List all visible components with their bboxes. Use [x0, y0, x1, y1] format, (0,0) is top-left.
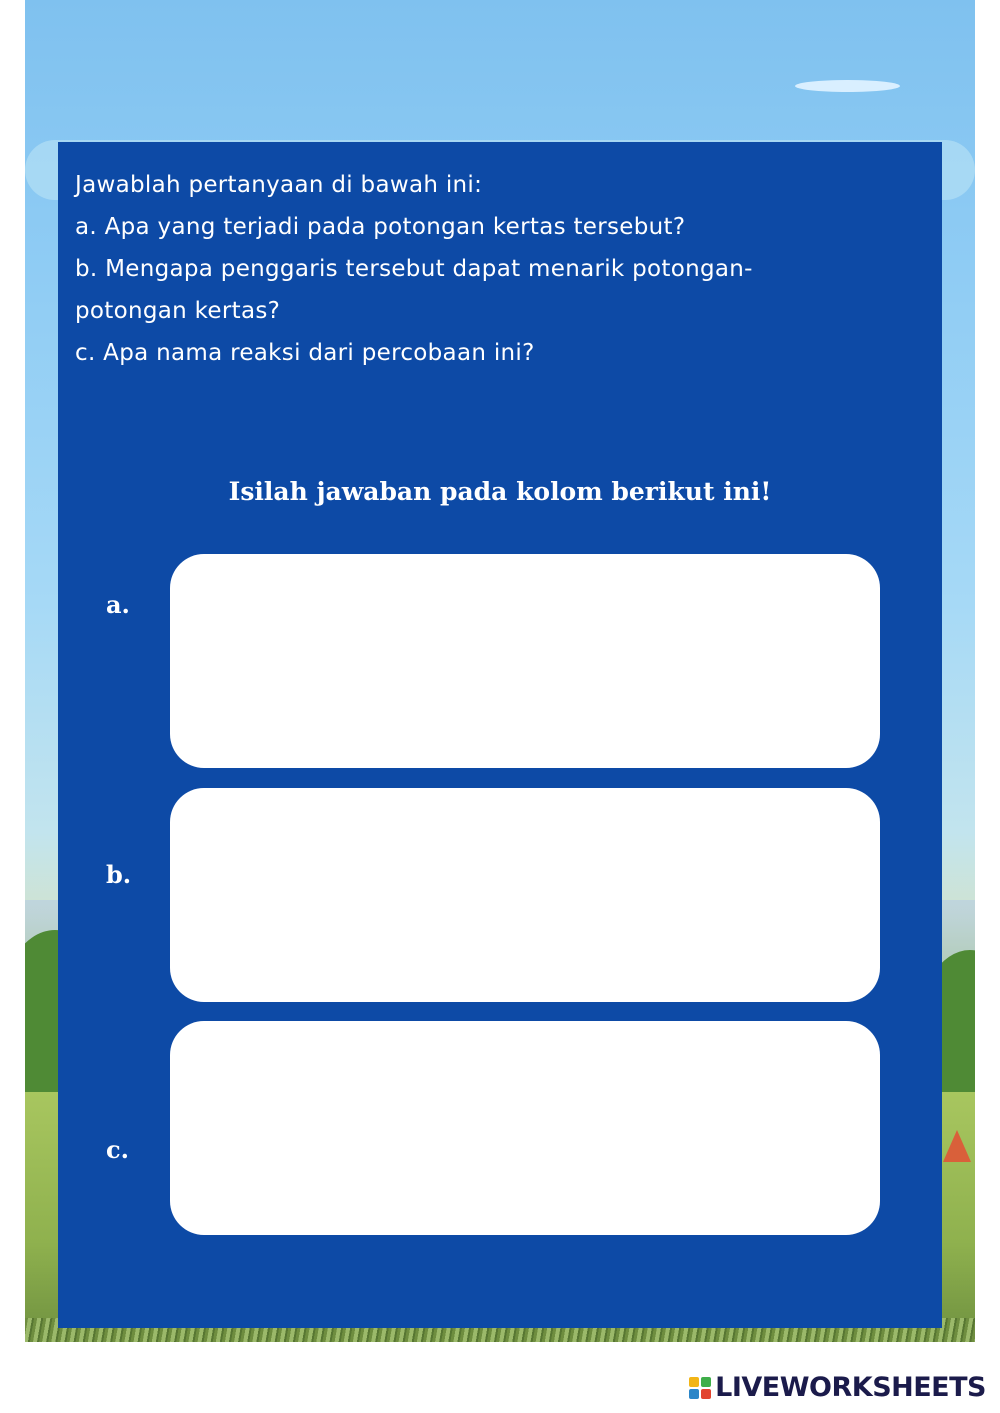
question-b-line2: potongan kertas?	[75, 298, 281, 324]
question-b-line1: b. Mengapa penggaris tersebut dapat menarik potongan-	[75, 256, 753, 282]
answer-box-c[interactable]	[170, 1021, 880, 1235]
question-panel	[58, 142, 942, 1328]
answer-box-a[interactable]	[170, 554, 880, 768]
tent	[943, 1130, 971, 1162]
logo-square-4	[701, 1389, 711, 1399]
logo-square-1	[689, 1377, 699, 1387]
answer-instruction: Isilah jawaban pada kolom berikut ini!	[228, 477, 772, 506]
logo-square-3	[689, 1389, 699, 1399]
cloud	[795, 80, 900, 92]
answer-label-a: a.	[106, 590, 130, 619]
liveworksheets-brand[interactable]	[689, 1372, 986, 1403]
liveworksheets-logo-icon	[689, 1377, 711, 1399]
question-list	[75, 164, 925, 374]
question-a: a. Apa yang terjadi pada potongan kertas tersebut?	[75, 214, 686, 240]
answer-label-b: b.	[106, 860, 132, 889]
logo-square-2	[701, 1377, 711, 1387]
answer-label-c: c.	[106, 1135, 129, 1164]
answer-box-b[interactable]	[170, 788, 880, 1002]
question-c: c. Apa nama reaksi dari percobaan ini?	[75, 340, 535, 366]
question-intro: Jawablah pertanyaan di bawah ini:	[75, 172, 483, 198]
brand-name: LIVEWORKSHEETS	[715, 1372, 986, 1403]
